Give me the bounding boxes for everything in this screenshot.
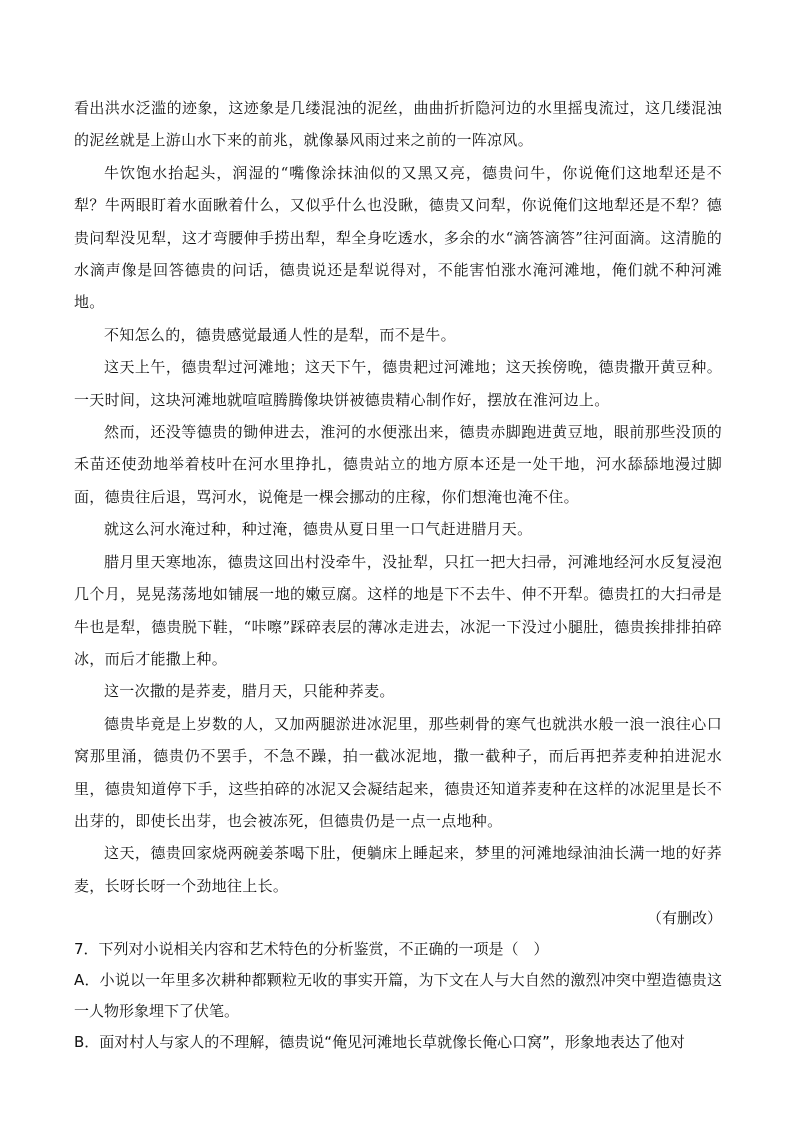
passage-paragraph: 这天，德贵回家烧两碗姜茶喝下肚，便躺床上睡起来，梦里的河滩地绿油油长满一地的好荞麦，长呀长呀一个劲地往上长。 (74, 844, 722, 895)
passage-paragraph: 就这么河水淹过种，种过淹，德贵从夏日里一口气赶进腊月天。 (104, 520, 533, 539)
answer-option: B．面对村人与家人的不理解，德贵说“俺见河滩地长草就像长俺心口窝”，形象地表达了他对 (74, 1033, 685, 1052)
passage-paragraph: 这天上午，德贵犁过河滩地；这天下午，德贵耙过河滩地；这天挨傍晚，德贵撒开黄豆种。一天时间，这块河滩地就喧喧腾腾像块饼被德贵精心制作好，摆放在淮河边上。 (74, 358, 722, 409)
passage-paragraph: 看出洪水泛滥的迹象，这迹象是几缕混浊的泥丝，曲曲折折隐河边的水里摇曳流过，这几缕混浊的泥丝就是上游山水下来的前兆，就像暴风雨过来之前的一阵凉风。 (74, 99, 722, 150)
passage-paragraph: 不知怎么的，德贵感觉最通人性的是犁，而不是牛。 (104, 325, 456, 344)
passage-paragraph: 牛饮饱水抬起头，润湿的“嘴像涂抹油似的又黑又亮，德贵问牛，你说俺们这地犁还是不犁？牛两眼盯着水面瞅着什么，又似乎什么也没瞅，德贵又问犁，你说俺们这地犁还是不犁？德贵问犁没见犁，这才弯腰伸手捞出犁，犁全身吃透水，多余的水“滴答滴答”往河面滴。这清脆的水滴声像是回答德贵的问话，德贵说还是犁说得对，不能害怕涨水淹河滩地，俺们就不种河滩地。 (74, 163, 722, 312)
document-body (74, 92, 722, 1058)
passage-paragraph: 德贵毕竟是上岁数的人，又加两腿淤进冰泥里，那些刺骨的寒气也就洪水般一浪一浪往心口窝那里涌，德贵仍不罢手，不急不躁，拍一截冰泥地，撒一截种子，而后再把荞麦种拍进泥水里，德贵知道停下手，这些拍碎的冰泥又会凝结起来，德贵还知道荞麦种在这样的冰泥里是长不出芽的，即使长出芽，也会被冻死，但德贵仍是一点一点地种。 (74, 714, 722, 830)
passage-paragraph: 腊月里天寒地冻，德贵这回出村没牵牛，没扯犁，只扛一把大扫帚，河滩地经河水反复浸泡几个月，晃晃荡荡地如铺展一地的嫩豆腐。这样的地是下不去牛、伸不开犁。德贵扛的大扫帚是牛也是犁，德贵脱下鞋，“咔嚓”踩碎表层的薄冰走进去，冰泥一下没过小腿肚，德贵挨排排拍碎冰，而后才能撒上种。 (74, 552, 722, 668)
reading-passage (74, 92, 722, 902)
passage-paragraph: 这一次撒的是荞麦，腊月天，只能种荞麦。 (104, 682, 395, 701)
answer-option: A．小说以一年里多次耕种都颗粒无收的事实开篇，为下文在人与大自然的激烈冲突中塑造德贵这一人物形象埋下了伏笔。 (74, 971, 722, 1021)
passage-paragraph: 然而，还没等德贵的锄伸进去，淮河的水便涨出来，德贵赤脚跑进黄豆地，眼前那些没顶的禾苗还使劲地举着枝叶在河水里挣扎，德贵站立的地方原本还是一处干地，河水舔舔地漫过脚面，德贵往后退，骂河水，说俺是一棵会挪动的庄稼，你们想淹也淹不住。 (74, 423, 722, 506)
question-stem: 7．下列对小说相关内容和艺术特色的分析鉴赏，不正确的一项是（ ） (74, 940, 549, 959)
source-note: （有删改） (646, 909, 722, 928)
answer-options (74, 965, 722, 1058)
